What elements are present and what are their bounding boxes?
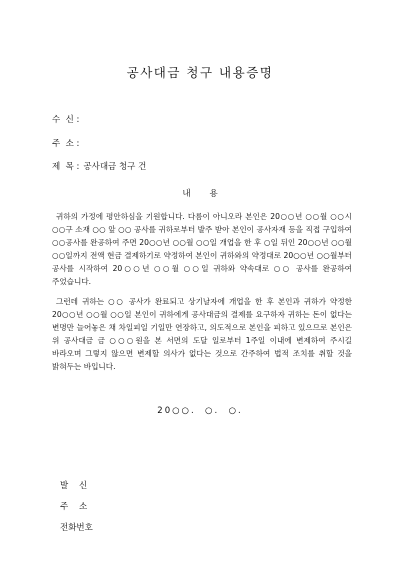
subject-label: 제 목: [52, 162, 74, 172]
sender-label: 발 신: [60, 481, 88, 491]
document-date: 20○○. ○. ○.: [157, 406, 243, 416]
address-label: 주 소: [52, 139, 74, 149]
sender-address-label: 주 소: [60, 502, 88, 512]
sender-phone-label: 전화번호: [60, 523, 93, 533]
content-heading: 내 용: [182, 189, 218, 199]
body-paragraph-1: 귀하의 가정에 평안하심을 기원합니다. 다름이 아니오라 본인은 20○○년 ○○월 ○○시 ○○구 소재 ○○ 앞 ○○ 공사를 귀하로부터 발주 받아 본인이 공사자재 등을 직접 구입하여 ○○공사를 완공하여 주면 20○○년 ○○월 ○○일 개업을 한 후 ○일 뒤인 20○○년 ○○월 ○○일까지 전액 현금 결제하기로 약정하여 본인이 귀하와의 약정대로 20○○년 ○○월부터 공사를 시작하여 20○○년 ○○월 ○○일 귀하와 약속대로 ○○ 공사를 완공하여 주었습니다.: [52, 212, 352, 286]
address-field: [52, 137, 79, 149]
document-title: 공사대금 청구 내용증명: [126, 65, 274, 80]
address-colon: :: [73, 139, 80, 149]
subject-colon: :: [73, 162, 80, 172]
subject-value: 공사대금 청구 건: [83, 162, 147, 172]
recipient-label: 수 신: [52, 115, 74, 125]
body-paragraph-2: 그런데 귀하는 ○○ 공사가 완료되고 상기날자에 개업을 한 후 본인과 귀하가 약정한 20○○년 ○○월 ○○일 본인이 귀하에게 공사대금의 결제를 요구하자 귀하는 돈이 없다는 변명만 늘어놓은 채 차일피일 기일만 연장하고, 의도적으로 본인을 피하고 있으므로 본인은 위 공사대금 금 ○○○원을 본 서면의 도달 일로부터 1주일 이내에 변제하여 주시길 바라오며 그렇지 않으면 변제할 의사가 없다는 것으로 간주하여 법적 조치를 취할 것을 밝혀두는 바입니다.: [52, 297, 352, 371]
recipient-colon: :: [73, 115, 80, 125]
subject-field: [52, 160, 146, 172]
recipient-field: [52, 113, 79, 125]
